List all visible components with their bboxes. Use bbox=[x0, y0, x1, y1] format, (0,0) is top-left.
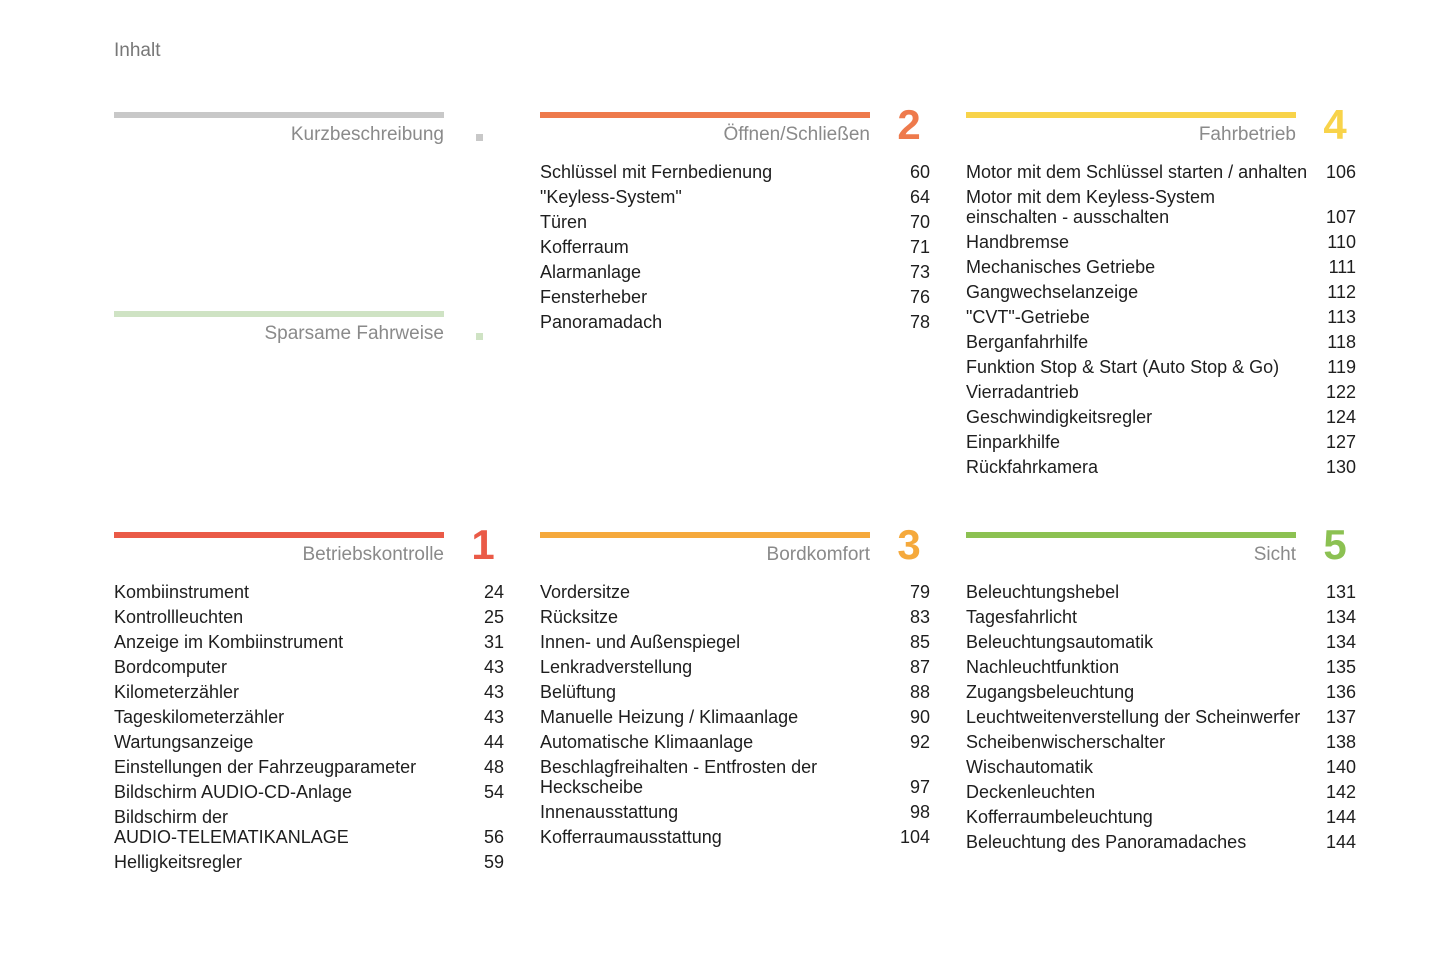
entry-list bbox=[114, 582, 504, 877]
toc-entry-page: 144 bbox=[1325, 832, 1356, 852]
toc-entry-page: 43 bbox=[483, 682, 504, 702]
toc-entry-page: 97 bbox=[909, 777, 930, 797]
toc-entry[interactable] bbox=[114, 707, 504, 727]
section-color-bar bbox=[966, 112, 1296, 118]
toc-entry-page: 31 bbox=[483, 632, 504, 652]
section-color-bar bbox=[114, 532, 444, 538]
toc-entry-label: Innen- und Außenspiegel bbox=[540, 632, 741, 652]
section-title[interactable]: Bordkomfort bbox=[766, 544, 870, 565]
section-number: 1 bbox=[471, 521, 495, 568]
toc-entry-label: Beschlagfreihalten - Entfrosten der Heckscheibe bbox=[540, 757, 818, 797]
section-marker-square bbox=[476, 333, 483, 340]
toc-entry-label: Nachleuchtfunktion bbox=[966, 657, 1120, 677]
toc-entry-label: Kofferraumausstattung bbox=[540, 827, 722, 847]
toc-entry-page: 142 bbox=[1325, 782, 1356, 802]
toc-entry-label: Fensterheber bbox=[540, 287, 648, 307]
section-title[interactable]: Fahrbetrieb bbox=[1198, 124, 1296, 145]
toc-entry-label: Vordersitze bbox=[540, 582, 631, 602]
toc-entry-page: 76 bbox=[909, 287, 930, 307]
toc-entry-page: 60 bbox=[909, 162, 930, 182]
toc-entry[interactable] bbox=[114, 852, 504, 872]
section-title[interactable]: Betriebskontrolle bbox=[302, 544, 444, 565]
toc-entry-label: Kofferraumbeleuchtung bbox=[966, 807, 1153, 827]
toc-entry[interactable] bbox=[966, 357, 1356, 377]
toc-entry[interactable] bbox=[114, 682, 504, 702]
toc-entry[interactable] bbox=[966, 232, 1356, 252]
toc-entry[interactable] bbox=[114, 632, 504, 652]
toc-entry-page: 107 bbox=[1325, 207, 1356, 227]
toc-entry-label: Bildschirm AUDIO-CD-Anlage bbox=[114, 782, 353, 802]
toc-entry-label: Geschwindigkeitsregler bbox=[966, 407, 1153, 427]
entry-list bbox=[540, 582, 930, 852]
toc-entry[interactable] bbox=[966, 162, 1356, 182]
toc-entry-page: 56 bbox=[483, 827, 504, 847]
toc-entry-page: 44 bbox=[483, 732, 504, 752]
toc-entry-label: Mechanisches Getriebe bbox=[966, 257, 1156, 277]
toc-entry-page: 127 bbox=[1325, 432, 1356, 452]
section-color-bar bbox=[540, 532, 870, 538]
toc-entry-label: Tageskilometerzähler bbox=[114, 707, 285, 727]
section-color-bar bbox=[114, 112, 444, 118]
toc-entry[interactable] bbox=[966, 782, 1356, 802]
toc-entry-page: 88 bbox=[909, 682, 930, 702]
toc-entry-page: 25 bbox=[483, 607, 504, 627]
toc-entry-page: 110 bbox=[1327, 232, 1356, 252]
toc-entry-page: 104 bbox=[899, 827, 930, 847]
toc-entry[interactable] bbox=[966, 282, 1356, 302]
toc-entry-label: Berganfahrhilfe bbox=[966, 332, 1089, 352]
toc-entry[interactable] bbox=[540, 802, 930, 822]
toc-entry-label: Motor mit dem Keyless-System einschalten - ausschalten bbox=[966, 187, 1216, 227]
toc-entry[interactable] bbox=[540, 187, 930, 207]
toc-entry-page: 112 bbox=[1327, 282, 1356, 302]
toc-entry-page: 119 bbox=[1327, 357, 1356, 377]
toc-entry-page: 113 bbox=[1327, 307, 1356, 327]
toc-entry-page: 78 bbox=[909, 312, 930, 332]
toc-entry[interactable] bbox=[540, 582, 930, 602]
section-title[interactable]: Öffnen/Schließen bbox=[723, 124, 870, 145]
toc-entry[interactable] bbox=[966, 457, 1356, 477]
toc-entry[interactable] bbox=[540, 262, 930, 282]
toc-entry-page: 118 bbox=[1327, 332, 1356, 352]
toc-entry[interactable] bbox=[114, 807, 504, 847]
toc-entry-label: Anzeige im Kombiinstrument bbox=[114, 632, 344, 652]
toc-entry-label: Belüftung bbox=[540, 682, 617, 702]
toc-entry-label: Kontrollleuchten bbox=[114, 607, 244, 627]
section-color-bar bbox=[966, 532, 1296, 538]
toc-entry[interactable] bbox=[966, 757, 1356, 777]
toc-entry-page: 24 bbox=[483, 582, 504, 602]
toc-entry[interactable] bbox=[966, 382, 1356, 402]
toc-entry-label: Bildschirm der AUDIO-TELEMATIKANLAGE bbox=[114, 807, 349, 847]
toc-entry-page: 43 bbox=[483, 657, 504, 677]
toc-entry[interactable] bbox=[114, 782, 504, 802]
toc-entry[interactable] bbox=[540, 732, 930, 752]
toc-entry[interactable] bbox=[540, 827, 930, 847]
toc-entry-page: 111 bbox=[1328, 257, 1356, 277]
toc-entry-page: 106 bbox=[1325, 162, 1356, 182]
toc-entry[interactable] bbox=[966, 257, 1356, 277]
entry-list bbox=[966, 162, 1356, 482]
toc-entry-page: 85 bbox=[909, 632, 930, 652]
section-title[interactable]: Kurzbeschreibung bbox=[290, 124, 444, 145]
toc-entry-page: 79 bbox=[909, 582, 930, 602]
toc-entry-label: Alarmanlage bbox=[540, 262, 642, 282]
toc-entry-page: 137 bbox=[1325, 707, 1356, 727]
toc-entry[interactable] bbox=[966, 582, 1356, 602]
section-number: 3 bbox=[897, 521, 921, 568]
toc-entry-label: Beleuchtungshebel bbox=[966, 582, 1120, 602]
section-marker-square bbox=[476, 134, 483, 141]
toc-entry-page: 98 bbox=[909, 802, 930, 822]
toc-entry-label: Leuchtweitenverstellung der Scheinwerfer bbox=[966, 707, 1301, 727]
toc-entry[interactable] bbox=[540, 287, 930, 307]
toc-entry-label: Wartungsanzeige bbox=[114, 732, 254, 752]
toc-entry-label: Scheibenwischerschalter bbox=[966, 732, 1166, 752]
toc-entry-label: Wischautomatik bbox=[966, 757, 1094, 777]
toc-entry[interactable] bbox=[114, 657, 504, 677]
toc-entry-page: 48 bbox=[483, 757, 504, 777]
toc-entry-label: Türen bbox=[540, 212, 588, 232]
toc-entry-label: Helligkeitsregler bbox=[114, 852, 243, 872]
toc-entry-label: Handbremse bbox=[966, 232, 1070, 252]
toc-entry[interactable] bbox=[966, 807, 1356, 827]
toc-entry-page: 59 bbox=[483, 852, 504, 872]
toc-entry-page: 124 bbox=[1325, 407, 1356, 427]
toc-entry-label: Motor mit dem Schlüssel starten / anhalten bbox=[966, 162, 1308, 182]
toc-entry-label: Einparkhilfe bbox=[966, 432, 1061, 452]
entry-list bbox=[966, 582, 1356, 857]
toc-entry[interactable] bbox=[540, 707, 930, 727]
section-title[interactable]: Sparsame Fahrweise bbox=[264, 323, 444, 344]
toc-entry[interactable] bbox=[540, 237, 930, 257]
toc-entry[interactable] bbox=[966, 407, 1356, 427]
section-number: 5 bbox=[1323, 521, 1347, 568]
toc-entry[interactable] bbox=[966, 607, 1356, 627]
toc-entry-page: 134 bbox=[1325, 607, 1356, 627]
toc-entry[interactable] bbox=[966, 707, 1356, 727]
toc-entry-label: Zugangsbeleuchtung bbox=[966, 682, 1135, 702]
toc-entry[interactable] bbox=[966, 432, 1356, 452]
toc-entry-label: Gangwechselanzeige bbox=[966, 282, 1139, 302]
toc-entry-page: 144 bbox=[1325, 807, 1356, 827]
toc-entry[interactable] bbox=[114, 757, 504, 777]
toc-entry[interactable] bbox=[966, 632, 1356, 652]
toc-entry-label: Innenausstattung bbox=[540, 802, 679, 822]
toc-entry-page: 138 bbox=[1325, 732, 1356, 752]
toc-entry-page: 70 bbox=[909, 212, 930, 232]
toc-entry[interactable] bbox=[540, 212, 930, 232]
page-title: Inhalt bbox=[114, 40, 161, 61]
toc-entry-page: 73 bbox=[909, 262, 930, 282]
toc-entry-page: 71 bbox=[909, 237, 930, 257]
toc-entry-label: Manuelle Heizung / Klimaanlage bbox=[540, 707, 799, 727]
toc-entry[interactable] bbox=[966, 332, 1356, 352]
toc-entry[interactable] bbox=[540, 682, 930, 702]
toc-entry-label: Rücksitze bbox=[540, 607, 619, 627]
toc-entry-label: Tagesfahrlicht bbox=[966, 607, 1078, 627]
toc-entry-label: Panoramadach bbox=[540, 312, 663, 332]
toc-entry-label: Kofferraum bbox=[540, 237, 629, 257]
toc-entry-label: Deckenleuchten bbox=[966, 782, 1096, 802]
toc-entry-label: Kombiinstrument bbox=[114, 582, 250, 602]
toc-entry-page: 140 bbox=[1325, 757, 1356, 777]
toc-entry-label: Vierradantrieb bbox=[966, 382, 1079, 402]
toc-entry-label: Kilometerzähler bbox=[114, 682, 240, 702]
toc-entry-page: 92 bbox=[909, 732, 930, 752]
section-number: 2 bbox=[897, 101, 921, 148]
toc-entry-page: 130 bbox=[1325, 457, 1356, 477]
toc-entry-label: Rückfahrkamera bbox=[966, 457, 1099, 477]
entry-list bbox=[540, 162, 930, 337]
toc-entry[interactable] bbox=[114, 582, 504, 602]
toc-entry[interactable] bbox=[540, 757, 930, 797]
toc-entry-page: 87 bbox=[909, 657, 930, 677]
section-color-bar bbox=[540, 112, 870, 118]
toc-entry-label: Automatische Klimaanlage bbox=[540, 732, 754, 752]
toc-entry[interactable] bbox=[966, 657, 1356, 677]
toc-entry-page: 83 bbox=[909, 607, 930, 627]
toc-entry-label: Beleuchtungsautomatik bbox=[966, 632, 1154, 652]
toc-entry-page: 135 bbox=[1325, 657, 1356, 677]
toc-entry-page: 64 bbox=[909, 187, 930, 207]
toc-entry-label: Schlüssel mit Fernbedienung bbox=[540, 162, 773, 182]
toc-entry[interactable] bbox=[966, 682, 1356, 702]
toc-entry-label: "CVT"-Getriebe bbox=[966, 307, 1090, 327]
toc-entry-label: "Keyless-System" bbox=[540, 187, 682, 207]
toc-entry[interactable] bbox=[540, 607, 930, 627]
toc-entry-label: Lenkradverstellung bbox=[540, 657, 693, 677]
section-number: 4 bbox=[1323, 101, 1347, 148]
toc-entry-page: 122 bbox=[1325, 382, 1356, 402]
toc-entry[interactable] bbox=[540, 162, 930, 182]
toc-entry-page: 54 bbox=[483, 782, 504, 802]
section-color-bar bbox=[114, 311, 444, 317]
toc-entry[interactable] bbox=[114, 732, 504, 752]
toc-entry-label: Beleuchtung des Panoramadaches bbox=[966, 832, 1247, 852]
toc-entry[interactable] bbox=[540, 632, 930, 652]
toc-entry[interactable] bbox=[540, 657, 930, 677]
toc-entry[interactable] bbox=[114, 607, 504, 627]
toc-entry-page: 136 bbox=[1325, 682, 1356, 702]
toc-entry[interactable] bbox=[966, 832, 1356, 852]
toc-entry[interactable] bbox=[540, 312, 930, 332]
toc-entry-page: 43 bbox=[483, 707, 504, 727]
toc-entry-label: Funktion Stop & Start (Auto Stop & Go) bbox=[966, 357, 1280, 377]
toc-entry-page: 134 bbox=[1325, 632, 1356, 652]
toc-entry[interactable] bbox=[966, 187, 1356, 227]
toc-entry-label: Bordcomputer bbox=[114, 657, 228, 677]
toc-entry-label: Einstellungen der Fahrzeugparameter bbox=[114, 757, 417, 777]
toc-entry-page: 90 bbox=[909, 707, 930, 727]
toc-entry[interactable] bbox=[966, 732, 1356, 752]
section-title[interactable]: Sicht bbox=[1253, 544, 1296, 565]
toc-entry-page: 131 bbox=[1325, 582, 1356, 602]
toc-entry[interactable] bbox=[966, 307, 1356, 327]
